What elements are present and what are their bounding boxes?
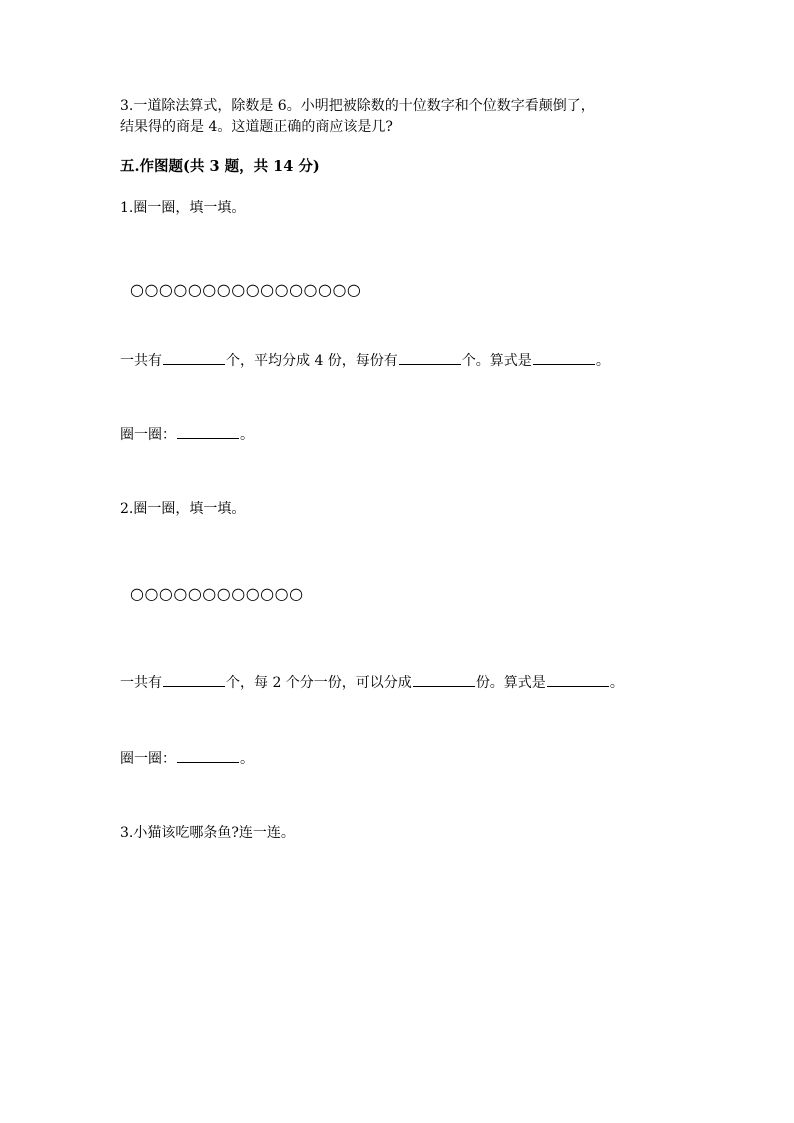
- fill-text: 。: [609, 675, 624, 691]
- q3-text-line1: 3.一道除法算式，除数是 6。小明把被除数的十位数字和个位数字看颠倒了，: [120, 98, 595, 114]
- answer-blank[interactable]: [163, 672, 225, 687]
- answer-blank[interactable]: [399, 350, 461, 365]
- problem1-title: 1.圈一圈，填一填。: [120, 200, 246, 216]
- answer-blank[interactable]: [163, 350, 225, 365]
- problem2-fill-line: [120, 672, 624, 693]
- fill-text: 。: [240, 751, 254, 767]
- problem2-title: 2.圈一圈，填一填。: [120, 501, 246, 517]
- fill-text: 个。算式是: [461, 353, 532, 369]
- fill-text: 个，每 2 个分一份，可以分成: [226, 675, 412, 691]
- fill-text: 。: [595, 353, 610, 369]
- answer-blank[interactable]: [413, 672, 475, 687]
- problem2-circle-line: [120, 748, 254, 769]
- fill-text: 个，平均分成 4 份，每份有: [226, 353, 398, 369]
- problem1-circle-line: [120, 424, 254, 445]
- fill-text: 份。算式是: [475, 675, 546, 691]
- fill-text: 一共有: [120, 675, 162, 691]
- circle-label: 圈一圈：: [120, 751, 176, 767]
- problem1-circles: ○○○○○○○○○○○○○○○○: [130, 280, 362, 299]
- problem2-circles: ○○○○○○○○○○○○: [130, 584, 304, 603]
- answer-blank[interactable]: [547, 672, 609, 687]
- problem1-fill-line: [120, 350, 610, 371]
- q3-text-line2: 结果得的商是 4。这道题正确的商应该是几?: [120, 119, 393, 135]
- fill-text: 。: [240, 427, 254, 443]
- circle-label: 圈一圈：: [120, 427, 176, 443]
- answer-blank[interactable]: [177, 424, 239, 439]
- answer-blank[interactable]: [177, 748, 239, 763]
- problem3-title: 3.小猫该吃哪条鱼?连一连。: [120, 825, 295, 841]
- answer-blank[interactable]: [533, 350, 595, 365]
- section-heading: 五.作图题(共 3 题，共 14 分): [120, 158, 320, 175]
- fill-text: 一共有: [120, 353, 162, 369]
